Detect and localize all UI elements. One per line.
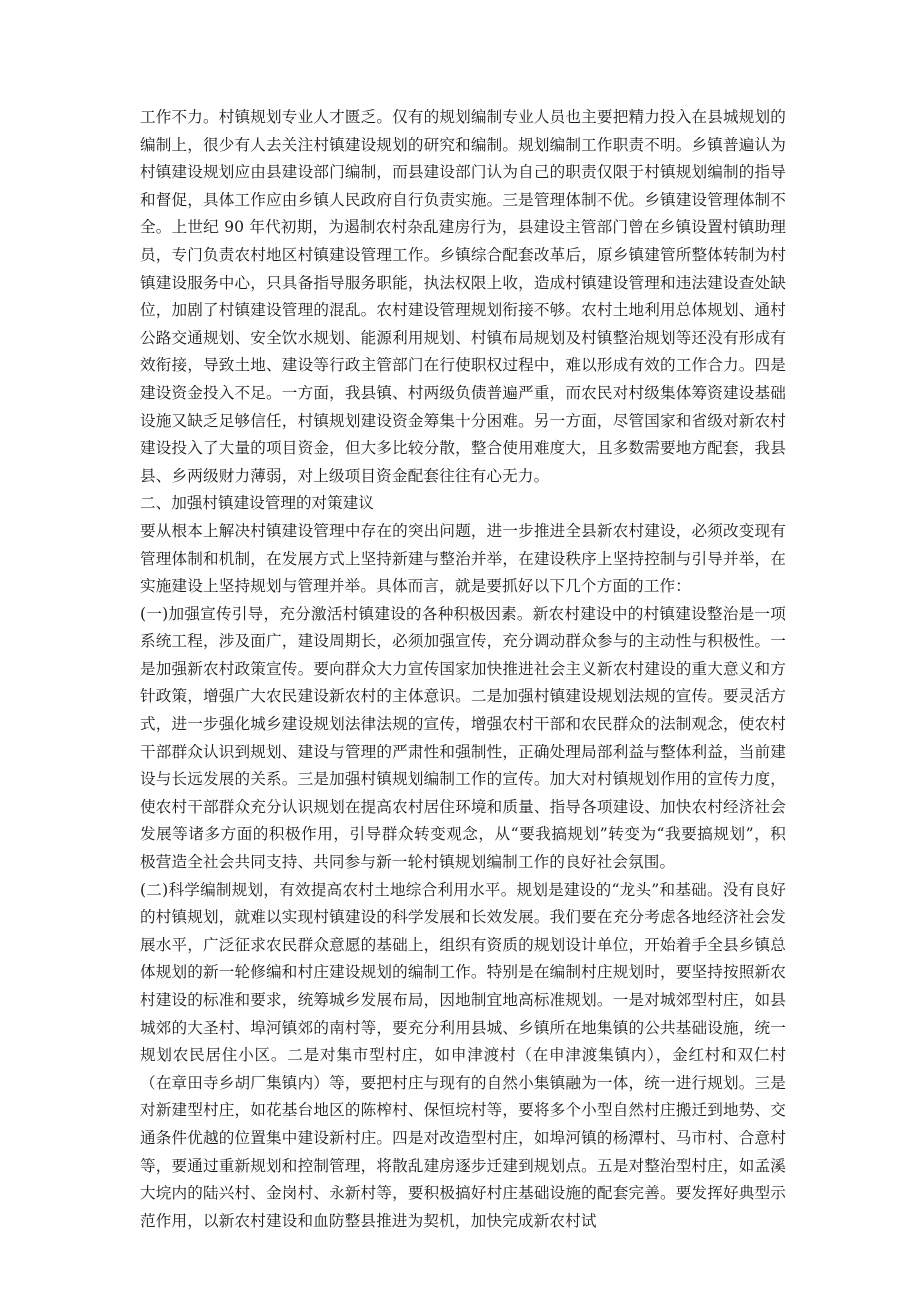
paragraph-problems-continued: 工作不力。村镇规划专业人才匮乏。仅有的规划编制专业人员也主要把精力投入在县城规划的编制上，很少有人去关注村镇建设规划的研究和编制。规划编制工作职责不明。乡镇普遍认为村镇建设规划应由县建设部门编制，而县建设部门认为自己的职责仅限于村镇规划编制的指导和督促，具体工作应由乡镇人民政府自行负责实施。三是管理体制不优。乡镇建设管理体制不全。上世纪 90 年代初期，为遏制农村杂乱建房行为，县建设主管部门曾在乡镇设置村镇助理员，专门负责农村地区村镇建设管理工作。乡镇综合配套改革后，原乡镇建管所整体转制为村镇建设服务中心，只具备指导服务职能，执法权限上收，造成村镇建设管理和违法建设查处缺位，加剧了村镇建设管理的混乱。农村建设管理规划衔接不够。农村土地利用总体规划、通村公路交通规划、安全饮水规划、能源利用规划、村镇布局规划及村镇整治规划等还没有形成有效衔接，导致土地、建设等行政主管部门在行使职权过程中，难以形成有效的工作合力。四是建设资金投入不足。一方面，我县镇、村两级负债普遍严重，而农民对村级集体筹资建设基础设施又缺乏足够信任，村镇规划建设资金筹集十分困难。另一方面，尽管国家和省级对新农村建设投入了大量的项目资金，但大多比较分散，整合使用难度大，且多数需要地方配套，我县县、乡两级财力薄弱，对上级项目资金配套往往有心无力。 [140,108,786,485]
paragraph-publicity-guidance: (一)加强宣传引导，充分激活村镇建设的各种积极因素。新农村建设中的村镇建设整治是一项系统工程，涉及面广，建设周期长，必须加强宣传，充分调动群众参与的主动性与积极性。一是加强新农村政策宣传。要向群众大力宣传国家加快推进社会主义新农村建设的重大意义和方针政策，增强广大农民建设新农村的主体意识。二是加强村镇建设规划法规的宣传。要灵活方式，进一步强化城乡建设规划法律法规的宣传，增强农村干部和农民群众的法制观念，使农村干部群众认识到规划、建设与管理的严肃性和强制性，正确处理局部利益与整体利益，当前建设与长远发展的关系。三是加强村镇规划编制工作的宣传。加大对村镇规划作用的宣传力度，使农村干部群众充分认识规划在提高农村居住环境和质量、指导各项建设、加快农村经济社会发展等诸多方面的积极作用，引导群众转变观念，从“要我搞规划”转变为“我要搞规划”，积极营造全社会共同支持、共同参与新一轮村镇规划编制工作的良好社会氛围。 [140,604,786,872]
section-heading-countermeasures: 二、加强村镇建设管理的对策建议 [140,494,374,513]
paragraph-overview: 要从根本上解决村镇建设管理中存在的突出问题，进一步推进全县新农村建设，必须改变现有管理体制和机制，在发展方式上坚持新建与整治并举，在建设秩序上坚持控制与引导并举，在实施建设上坚持规划与管理并举。具体而言，就是要抓好以下几个方面的工作： [140,521,786,596]
paragraph-scientific-planning: (二)科学编制规划，有效提高农村土地综合利用水平。规划是建设的“龙头”和基础。没有良好的村镇规划，就难以实现村镇建设的科学发展和长效发展。我们要在充分考虑各地经济社会发展水平，广泛征求农民群众意愿的基础上，组织有资质的规划设计单位，开始着手全县乡镇总体规划的新一轮修编和村庄建设规划的编制工作。特别是在编制村庄规划时，要坚持按照新农村建设的标准和要求，统筹城乡发展布局，因地制宜地高标准规划。一是对城郊型村庄，如县城郊的大圣村、埠河镇郊的南村等，要充分利用县城、乡镇所在地集镇的公共基础设施，统一规划农民居住小区。二是对集市型村庄，如申津渡村（在申津渡集镇内），金红村和双仁村（在章田寺乡胡厂集镇内）等，要把村庄与现有的自然小集镇融为一体，统一进行规划。三是对新建型村庄，如花基台地区的陈榨村、保恒垸村等，要将多个小型自然村庄搬迁到地势、交通条件优越的位置集中建设新村庄。四是对改造型村庄，如埠河镇的杨潭村、马市村、合意村等，要通过重新规划和控制管理，将散乱建房逐步迁建到规划点。五是对整治型村庄，如孟溪大垸内的陆兴村、金岗村、永新村等，要积极搞好村庄基础设施的配套完善。要发挥好典型示范作用，以新农村建设和血防整县推进为契机，加快完成新农村试 [140,880,786,1230]
document-page [140,104,786,1235]
